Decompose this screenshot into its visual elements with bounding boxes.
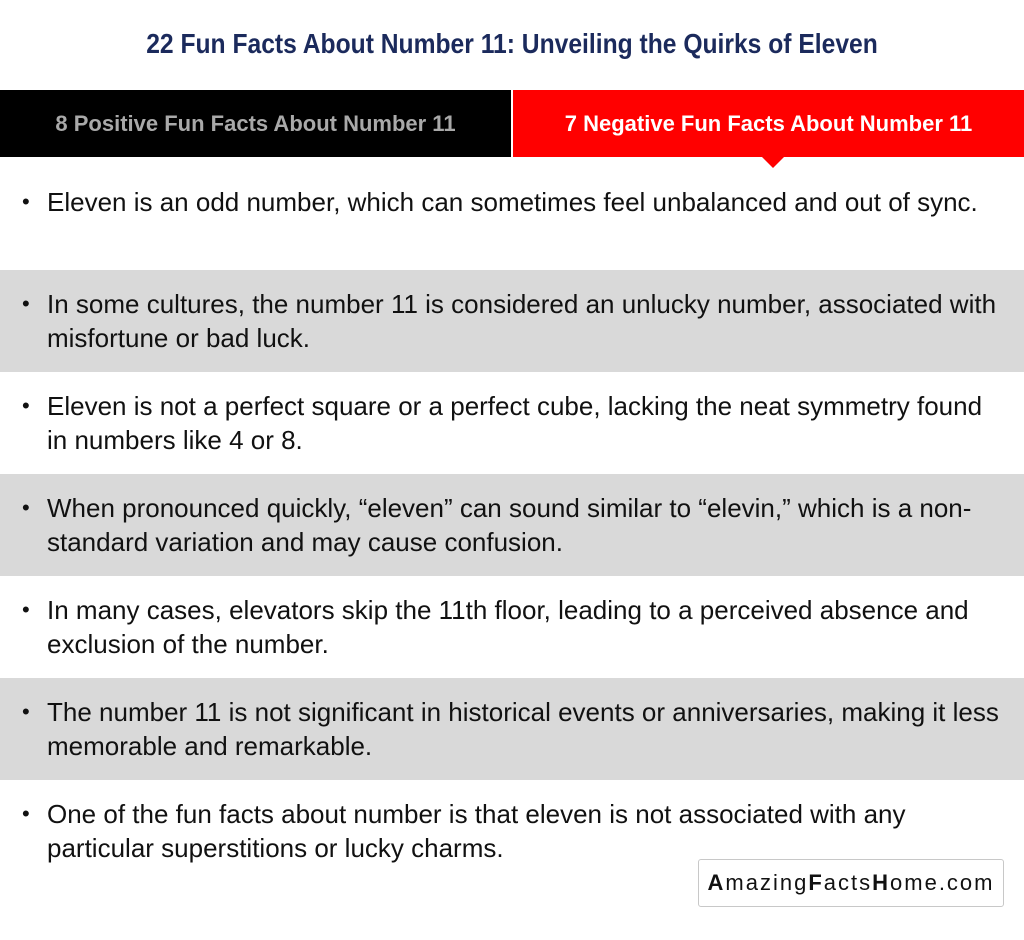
watermark-part: mazing [725, 870, 809, 895]
watermark-letter-h: H [872, 870, 891, 895]
fact-text: The number 11 is not significant in historical events or anniversaries, making it less memorable and remarkable. [47, 697, 999, 761]
facts-list [0, 168, 1024, 882]
watermark-letter-f: F [808, 870, 824, 895]
bullet-icon: • [22, 801, 30, 826]
bullet-icon: • [22, 699, 30, 724]
list-item [0, 270, 1024, 372]
fact-text: In many cases, elevators skip the 11th floor, leading to a perceived absence and exclusion of the number. [47, 595, 969, 659]
fact-text: One of the fun facts about number is that eleven is not associated with any particular superstitions or lucky charms. [47, 799, 906, 863]
bullet-icon: • [22, 393, 30, 418]
bullet-icon: • [22, 597, 30, 622]
fact-text: Eleven is an odd number, which can sometimes feel unbalanced and out of sync. [47, 187, 978, 217]
fact-text: When pronounced quickly, “eleven” can sound similar to “elevin,” which is a non-standard variation and may cause confusion. [47, 493, 972, 557]
watermark-part: acts [823, 870, 873, 895]
tab-positive-facts-label: 8 Positive Fun Facts About Number 11 [55, 110, 456, 136]
list-item [0, 576, 1024, 678]
tab-negative-facts[interactable] [511, 90, 1024, 157]
list-item [0, 474, 1024, 576]
site-watermark [698, 859, 1004, 907]
list-item [0, 168, 1024, 270]
fact-text: Eleven is not a perfect square or a perfect cube, lacking the neat symmetry found in numbers like 4 or 8. [47, 391, 983, 455]
list-item [0, 678, 1024, 780]
fact-text: In some cultures, the number 11 is considered an unlucky number, associated with misfortune or bad luck. [47, 289, 997, 353]
watermark-letter-a: A [707, 870, 726, 895]
tab-bar [0, 90, 1024, 157]
page-title: 22 Fun Facts About Number 11: Unveiling the Quirks of Eleven [146, 28, 878, 59]
bullet-icon: • [22, 495, 30, 520]
bullet-icon: • [22, 189, 30, 214]
tab-positive-facts[interactable] [0, 90, 511, 157]
bullet-icon: • [22, 291, 30, 316]
list-item [0, 372, 1024, 474]
tab-negative-facts-label: 7 Negative Fun Facts About Number 11 [564, 110, 973, 136]
watermark-part: ome.com [890, 870, 995, 895]
active-tab-pointer-icon [761, 156, 785, 168]
